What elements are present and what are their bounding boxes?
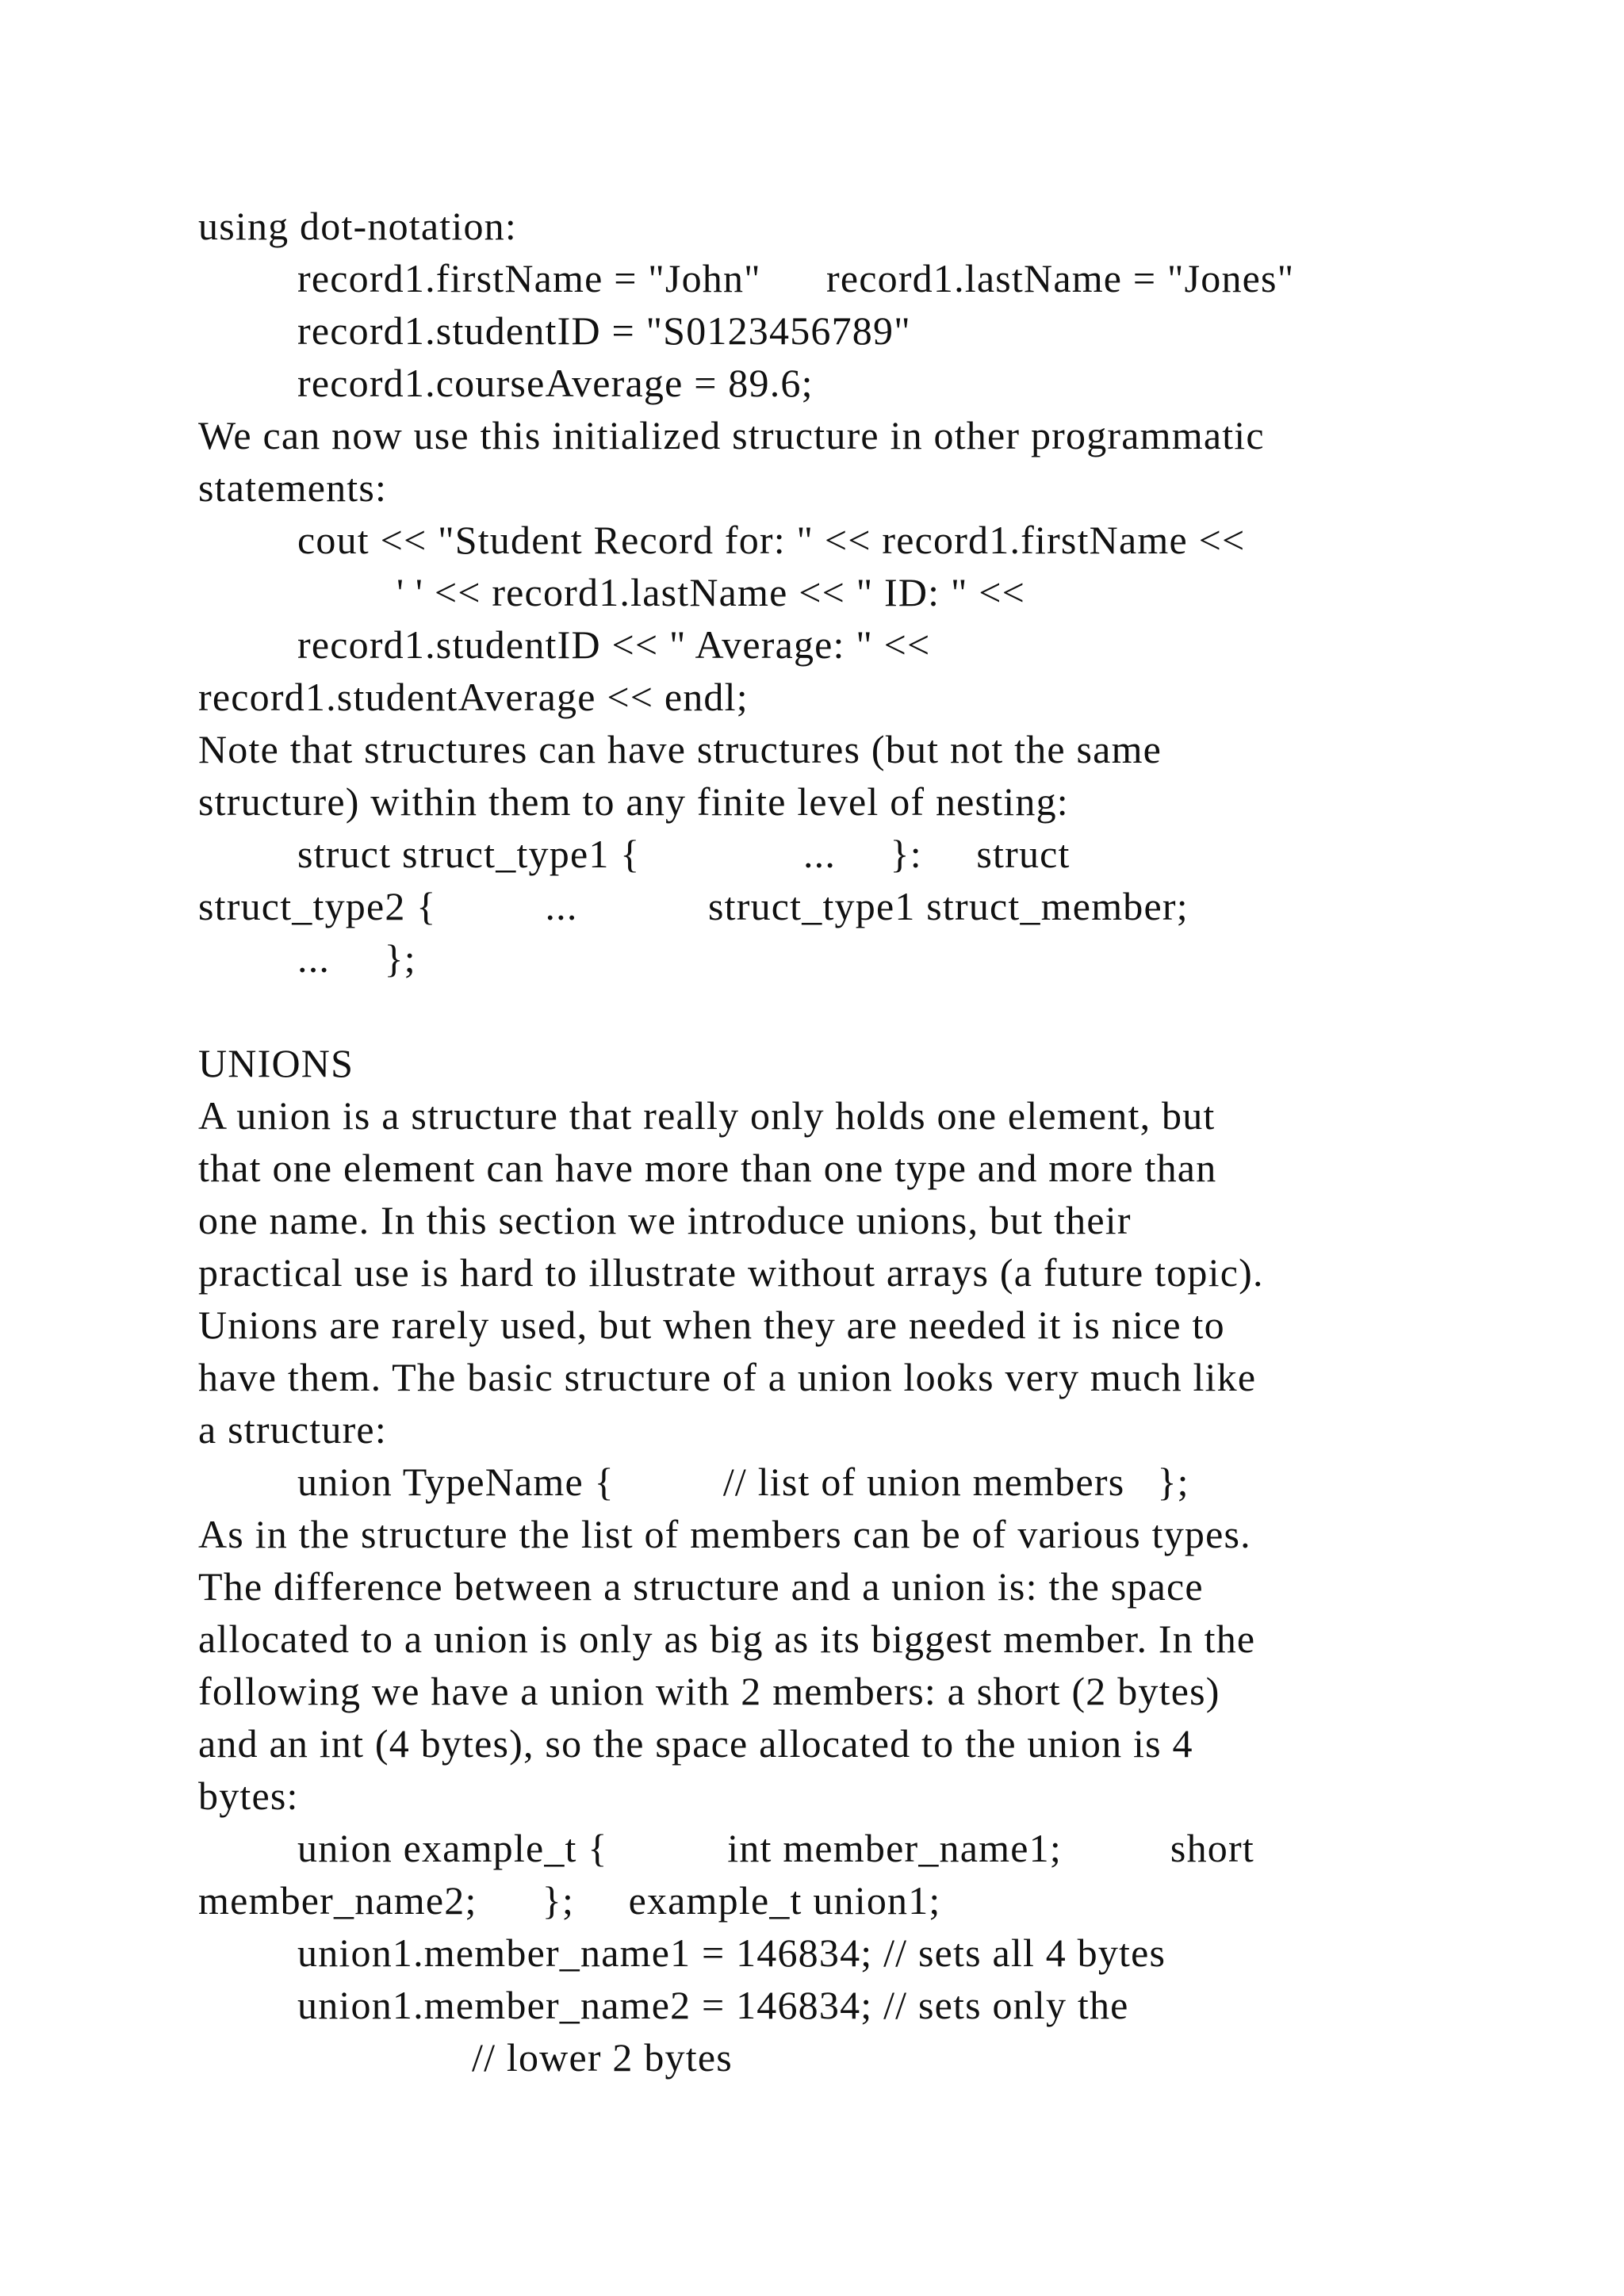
text-line: have them. The basic structure of a union looks very much like <box>198 1355 1257 1399</box>
code-line: ... }; <box>297 936 416 981</box>
text-line: one name. In this section we introduce unions, but their <box>198 1198 1132 1242</box>
code-line: record1.studentID = "S0123456789" <box>297 308 911 353</box>
text-line: We can now use this initialized structure in other programmatic <box>198 413 1265 457</box>
code-line: record1.firstName = "John" record1.lastName = "Jones" <box>297 256 1295 300</box>
code-line: ' ' << record1.lastName << " ID: " << <box>396 570 1026 614</box>
text-line: following we have a union with 2 members: a short (2 bytes) <box>198 1669 1220 1713</box>
text-line: allocated to a union is only as big as its biggest member. In the <box>198 1617 1256 1661</box>
code-line: union1.member_name1 = 146834; // sets all 4 bytes <box>297 1931 1166 1975</box>
text-line: statements: <box>198 465 388 510</box>
text-line: practical use is hard to illustrate without arrays (a future topic). <box>198 1250 1264 1295</box>
text-line: structure) within them to any finite level of nesting: <box>198 779 1069 824</box>
code-line: struct struct_type1 { ... }: struct <box>297 832 1071 876</box>
code-line: struct_type2 { ... struct_type1 struct_member; <box>198 884 1189 928</box>
code-line: record1.studentAverage << endl; <box>198 675 749 719</box>
code-line: union example_t { int member_name1; short <box>297 1826 1254 1870</box>
text-line: A union is a structure that really only holds one element, but <box>198 1093 1216 1138</box>
text-line: and an int (4 bytes), so the space allocated to the union is 4 <box>198 1721 1193 1766</box>
code-comment-line: // lower 2 bytes <box>472 2035 733 2080</box>
code-line: cout << "Student Record for: " << record1.firstName << <box>297 518 1246 562</box>
code-line: record1.courseAverage = 89.6; <box>297 361 814 405</box>
text-line: The difference between a structure and a union is: the space <box>198 1564 1204 1609</box>
text-line: Note that structures can have structures (but not the same <box>198 727 1162 771</box>
text-line: Unions are rarely used, but when they are needed it is nice to <box>198 1303 1225 1347</box>
code-line: record1.studentID << " Average: " << <box>297 622 931 667</box>
text-line: a structure: <box>198 1407 387 1452</box>
code-line: union TypeName { // list of union members }; <box>297 1460 1189 1504</box>
code-line: member_name2; }; example_t union1; <box>198 1878 941 1923</box>
code-line: union1.member_name2 = 146834; // sets only the <box>297 1983 1129 2027</box>
text-line: that one element can have more than one type and more than <box>198 1146 1217 1190</box>
text-line: bytes: <box>198 1774 299 1818</box>
section-heading: UNIONS <box>198 1041 354 1085</box>
text-line: using dot-notation: <box>198 204 517 248</box>
text-line: As in the structure the list of members can be of various types. <box>198 1512 1251 1556</box>
